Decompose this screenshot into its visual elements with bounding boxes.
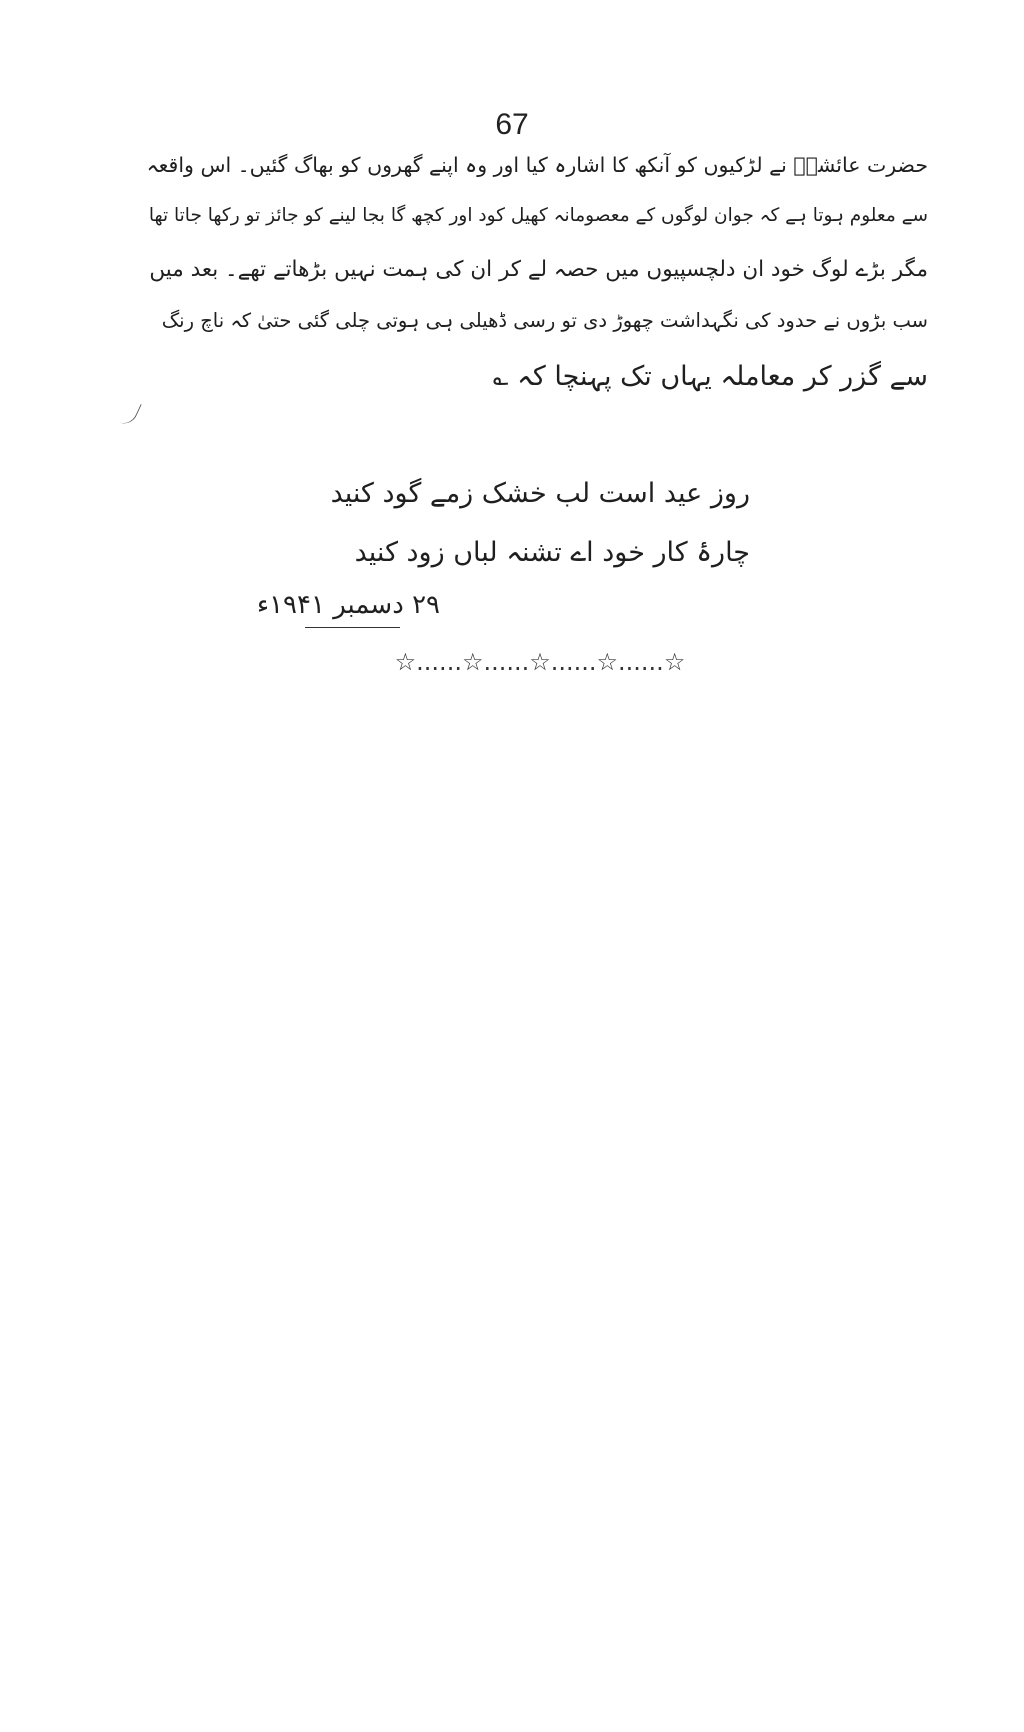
stars-divider: ☆......☆......☆......☆......☆ (394, 648, 686, 676)
body-line-2: سے معلوم ہوتا ہے کہ جوان لوگوں کے معصومانہ کھیل کود اور کچھ گا بجا لینے کو جائز تو رکھا جاتا تھا (148, 205, 928, 226)
body-line-3: مگر بڑے لوگ خود ان دلچسپیوں میں حصہ لے کر ان کی ہمت نہیں بڑھاتے تھے۔ بعد میں (149, 257, 928, 282)
verse-line-2: چارۂ کار خود اے تشنہ لباں زود کنید (354, 537, 750, 568)
verse-line-1: روز عید است لب خشک زمے گود کنید (330, 478, 750, 509)
date-underline (305, 627, 400, 628)
date-line: ۲۹ دسمبر ۱۹۴۱ء (256, 590, 440, 620)
page-number: 67 (495, 108, 529, 141)
body-line-4: سب بڑوں نے حدود کی نگہداشت چھوڑ دی تو رسی ڈھیلی ہی ہوتی چلی گئی حتیٰ کہ ناچ رنگ (161, 309, 928, 332)
body-paragraph (148, 155, 928, 415)
body-line-1: حضرت عائشہؓ نے لڑکیوں کو آنکھ کا اشارہ کیا اور وہ اپنے گھروں کو بھاگ گئیں۔ اس واقعہ (146, 153, 928, 177)
body-line-5: سے گزر کر معاملہ یہاں تک پہنچا کہ ؎ (492, 361, 928, 392)
margin-pencil-mark (117, 398, 142, 428)
